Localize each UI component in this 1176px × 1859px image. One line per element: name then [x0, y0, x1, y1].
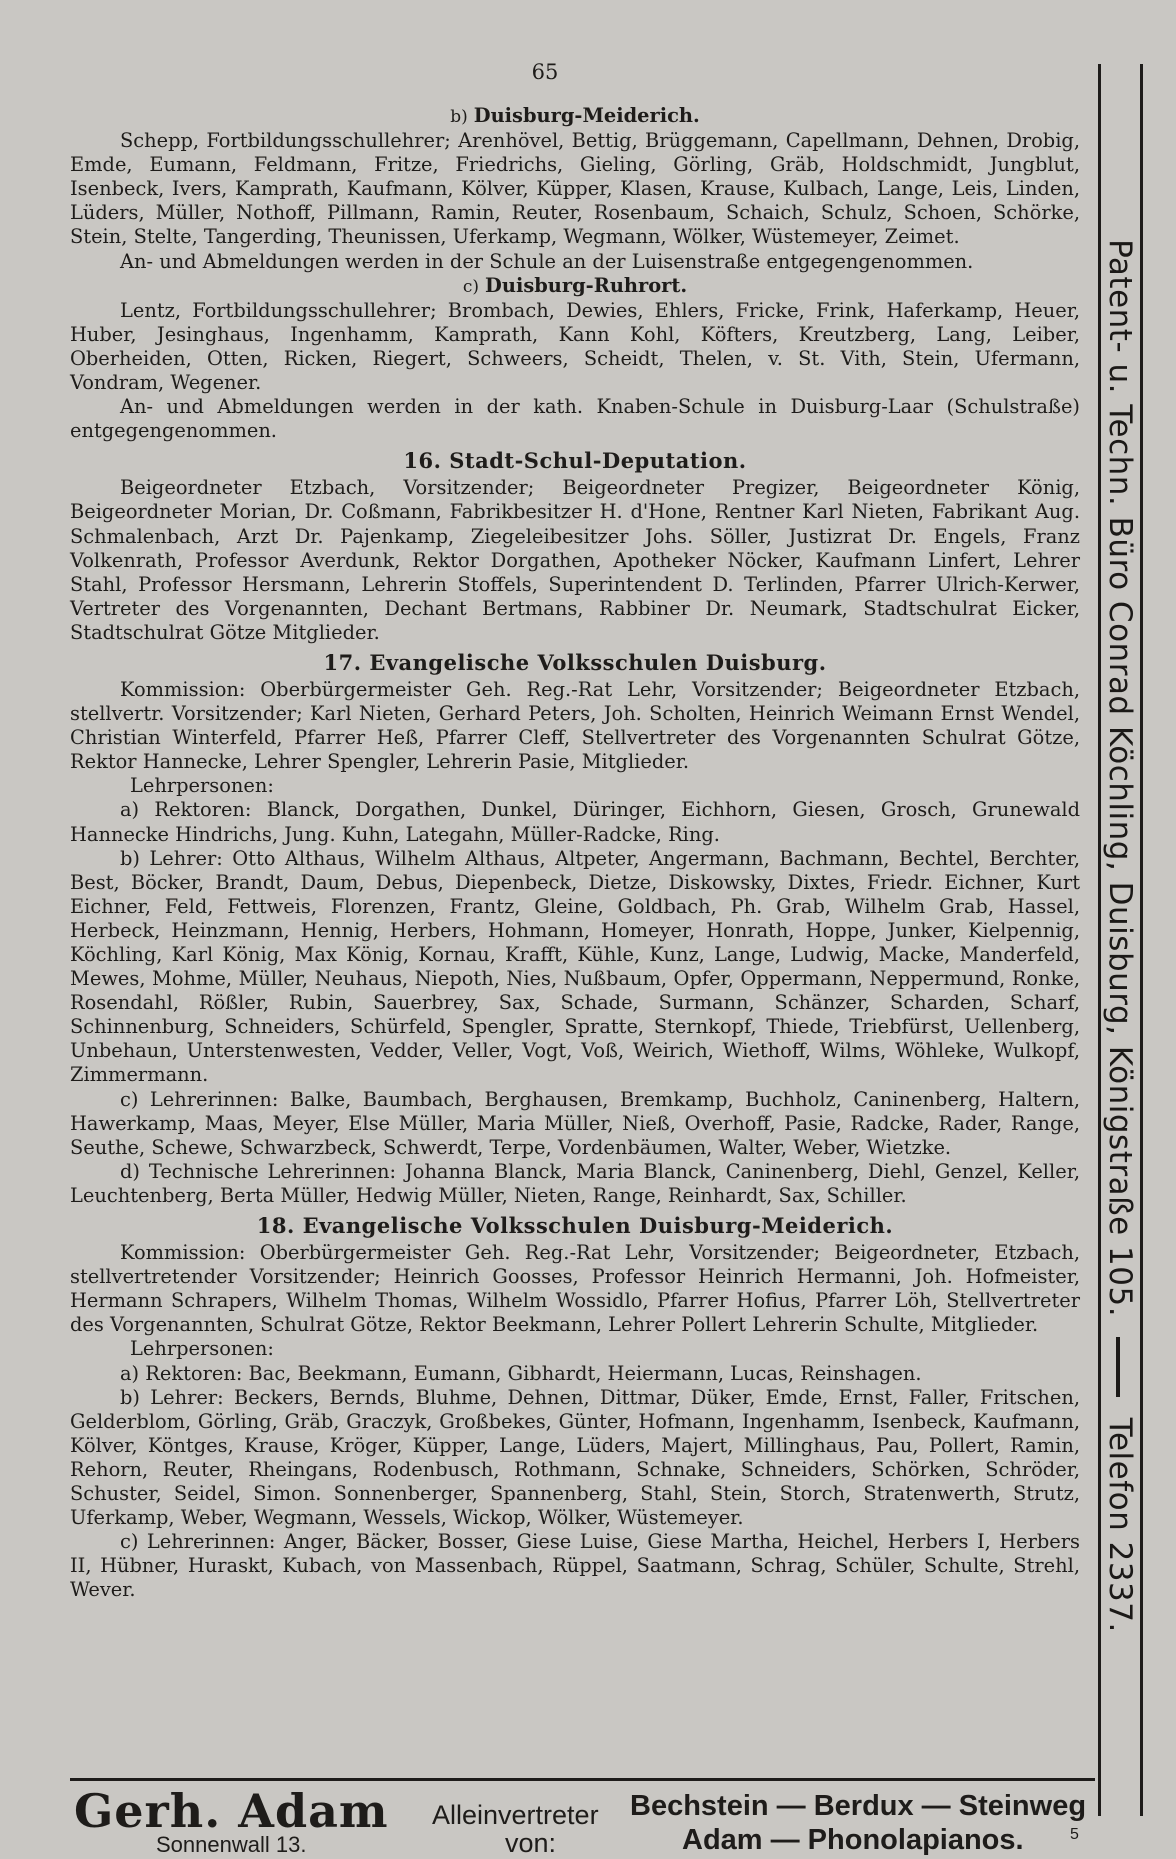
ad-sole-agent: Alleinvertreter	[432, 1800, 599, 1830]
side-ad-text: Patent- u. Techn. Büro Conrad Köchling, Duisburg, Königstraße 105.	[1102, 239, 1138, 1318]
subheading-title: Duisburg-Meiderich.	[473, 104, 700, 127]
subheading-title: Duisburg-Ruhrort.	[485, 273, 688, 297]
paragraph: a) Rektoren: Bac, Beekmann, Eumann, Gibhardt, Heiermann, Lucas, Reinshagen.	[120, 1361, 922, 1385]
section-subheading	[70, 104, 1080, 129]
side-advertisement	[1102, 60, 1138, 1812]
footer-rule	[70, 1778, 1095, 1781]
paragraph: d) Technische Lehrerinnen: Johanna Blanck, Maria Blanck, Caninenberg, Diehl, Genzel, Keller, Leuchtenberg, Berta Müller, Hedwig Müller, Nieten, Range, Reinhardt, Sax, Schiller.	[70, 1159, 1080, 1207]
paragraph: b) Lehrer: Beckers, Bernds, Bluhme, Dehnen, Dittmar, Düker, Emde, Ernst, Faller, Fritschen, Gelderblom, Görling, Gräb, Graczyk, Großbekes, Günter, Hofmann, Ingenhamm, Isenbeck, Kaufmann, Kölver, Köntges, Krause, Kröger, Küpper, Lange, Lüders, Majert, Millinghaus, Pau, Pollert, Ramin, Rehorn, Reuter, Rheingans, Rodenbusch, Rothmann, Schnake, Schneiders, Schörken, Schröder, Schuster, Seidel, Simon. Sonnenberger, Spannenberg, Stahl, Stein, Storch, Stratenwerth, Strutz, Uferkamp, Weber, Wegmann, Wessels, Wickop, Wölker, Wüstemeyer.	[70, 1385, 1080, 1530]
ad-address: Sonnenwall 13.	[156, 1832, 307, 1857]
ad-from: von:	[505, 1828, 557, 1858]
subheading-label: c)	[462, 276, 480, 297]
document-body	[70, 104, 1080, 1602]
subheading-label: b)	[450, 107, 468, 127]
folio-number: 5	[1070, 1826, 1079, 1843]
paragraph: Lentz, Fortbildungsschullehrer; Brombach, Dewies, Ehlers, Fricke, Frink, Haferkamp, Heuer, Huber, Jesinghaus, Ingenhamm, Kamprath, Kann Kohl, Köfters, Kreutzberg, Lang, Leiber, Oberheiden, Otten, Ricken, Riegert, Schweers, Scheidt, Thelen, v. St. Vith, Stein, Ufermann, Vondram, Wegener.	[70, 298, 1080, 395]
paragraph: Schepp, Fortbildungsschullehrer; Arenhövel, Bettig, Brüggemann, Capellmann, Dehnen, Drobig, Emde, Eumann, Feldmann, Fritze, Friedrichs, Gieling, Görling, Gräb, Holdschmidt, Jungblut, Isenbeck, Ivers, Kamprath, Kaufmann, Kölver, Küpper, Klasen, Krause, Kulbach, Lange, Leis, Linden, Lüders, Müller, Nothoff, Pillmann, Ramin, Reuter, Rosenbaum, Schaich, Schulz, Schoen, Schörke, Stein, Stelte, Tangerding, Theunissen, Uferkamp, Wegmann, Wölker, Wüstemeyer, Zeimet.	[70, 129, 1080, 249]
side-ad-telephone: Telefon 2337.	[1102, 1417, 1138, 1633]
section-label: Lehrpersonen:	[130, 774, 274, 798]
paragraph: An- und Abmeldungen werden in der kath. Knaben-Schule in Duisburg-Laar (Schulstraße) entgegengenommen.	[70, 395, 1080, 443]
paragraph: Beigeordneter Etzbach, Vorsitzender; Beigeordneter Pregizer, Beigeordneter König, Beigeordneter Morian, Dr. Coßmann, Fabrikbesitzer H. d'Hone, Rentner Karl Nieten, Fabrikant Aug. Schmalenbach, Arzt Dr. Pajenkamp, Ziegeleibesitzer Johs. Söller, Justizrat Dr. Engels, Franz Volkenrath, Professor Averdunk, Rektor Dorgathen, Apotheker Nöcker, Kaufmann Linfert, Lehrer Stahl, Professor Hersmann, Lehrerin Stoffels, Superintendent D. Terlinden, Pfarrer Ulrich-Kerwer, Vertreter des Vorgenannten, Dechant Bertmans, Rabbiner Dr. Neumark, Stadtschulrat Eicker, Stadtschulrat Götze Mitglieder.	[70, 476, 1080, 644]
page-number: 65	[531, 60, 559, 84]
paragraph: c) Lehrerinnen: Balke, Baumbach, Berghausen, Bremkamp, Buchholz, Caninenberg, Haltern, Hawerkamp, Maas, Meyer, Else Müller, Maria Müller, Nieß, Overhoff, Pasie, Radcke, Rader, Range, Seuthe, Schewe, Schwarzbeck, Schwerdt, Terpe, Vordenbäumen, Walter, Weber, Wietzke.	[70, 1087, 1080, 1159]
paragraph: Kommission: Oberbürgermeister Geh. Reg.-Rat Lehr, Vorsitzender; Beigeordneter Etzbach, stellvertr. Vorsitzender; Karl Nieten, Gerhard Peters, Joh. Scholten, Heinrich Weimann Ernst Wendel, Christian Winterfeld, Pfarrer Heß, Pfarrer Cleff, Stellvertreter des Vorgenannten Schulrat Götze, Rektor Hannecke, Lehrer Spengler, Lehrerin Pasie, Mitglieder.	[70, 677, 1080, 774]
footer-advertisement	[70, 1784, 1100, 1858]
paragraph: An- und Abmeldungen werden in der Schule an der Luisenstraße entgegengenommen.	[120, 249, 974, 273]
ad-brands-line-1: Bechstein — Berdux — Steinweg	[630, 1790, 1087, 1822]
section-heading: 18. Evangelische Volksschulen Duisburg-Meiderich.	[256, 1213, 894, 1239]
paragraph: c) Lehrerinnen: Anger, Bäcker, Bosser, Giese Luise, Giese Martha, Heichel, Herbers I, Herbers II, Hübner, Huraskt, Kubach, von Massenbach, Rüppel, Saatmann, Schrag, Schüler, Schulte, Strehl, Wever.	[70, 1530, 1080, 1602]
side-border-right	[1140, 64, 1143, 1816]
paragraph: Kommission: Oberbürgermeister Geh. Reg.-Rat Lehr, Vorsitzender; Beigeordneter, Etzbach, stellvertretender Vorsitzender; Heinrich Goosses, Professor Heinrich Hermanni, Joh. Hofmeister, Hermann Schrapers, Wilhelm Thomas, Wilhelm Wossidlo, Pfarrer Hofius, Pfarrer Löh, Stellvertreter des Vorgenannten, Schulrat Götze, Rektor Beekmann, Lehrer Pollert Lehrerin Schulte, Mitglieder.	[70, 1241, 1080, 1337]
section-heading: 17. Evangelische Volksschulen Duisburg.	[323, 649, 827, 675]
section-heading: 16. Stadt-Schul-Deputation.	[403, 448, 747, 474]
section-label: Lehrpersonen:	[130, 1337, 274, 1361]
side-ad-divider	[1117, 1337, 1121, 1397]
paragraph: b) Lehrer: Otto Althaus, Wilhelm Althaus, Altpeter, Angermann, Bachmann, Bechtel, Berchter, Best, Böcker, Brandt, Daum, Debus, Diepenbeck, Dietze, Diskowsky, Dixtes, Friedr. Eichner, Kurt Eichner, Feld, Fettweis, Florenzen, Frantz, Gleine, Goldbach, Ph. Grab, Wilhelm Grab, Hassel, Herbeck, Heinzmann, Hennig, Herbers, Hohmann, Homeyer, Honrath, Hoppe, Junker, Kielpennig, Köchling, Karl König, Max König, Kornau, Krafft, Kühle, Kunz, Lange, Ludwig, Macke, Manderfeld, Mewes, Mohme, Müller, Neuhaus, Niepoth, Nies, Nußbaum, Opfer, Oppermann, Neppermund, Ronke, Rosendahl, Rößler, Rubin, Sauerbrey, Sax, Schade, Surmann, Schänzer, Scharden, Scharf, Schinnenburg, Schneiders, Schürfeld, Spengler, Spratte, Sternkopf, Thiede, Triebfürst, Uellenberg, Unbehaun, Unterstenwesten, Vedder, Veller, Vogt, Voß, Weirich, Wiethoff, Wilms, Wöhleke, Wulkopf, Zimmermann.	[70, 846, 1080, 1087]
paragraph: a) Rektoren: Blanck, Dorgathen, Dunkel, Düringer, Eichhorn, Giesen, Grosch, Grunewald Hannecke Hindrichs, Jung. Kuhn, Lategahn, Müller-Radcke, Ring.	[70, 798, 1080, 846]
side-border-left	[1098, 64, 1101, 1816]
ad-company-name: Gerh. Adam	[74, 1784, 389, 1838]
section-subheading	[70, 274, 1080, 299]
ad-brands-line-2: Adam — Phonolapianos.	[682, 1824, 1024, 1856]
